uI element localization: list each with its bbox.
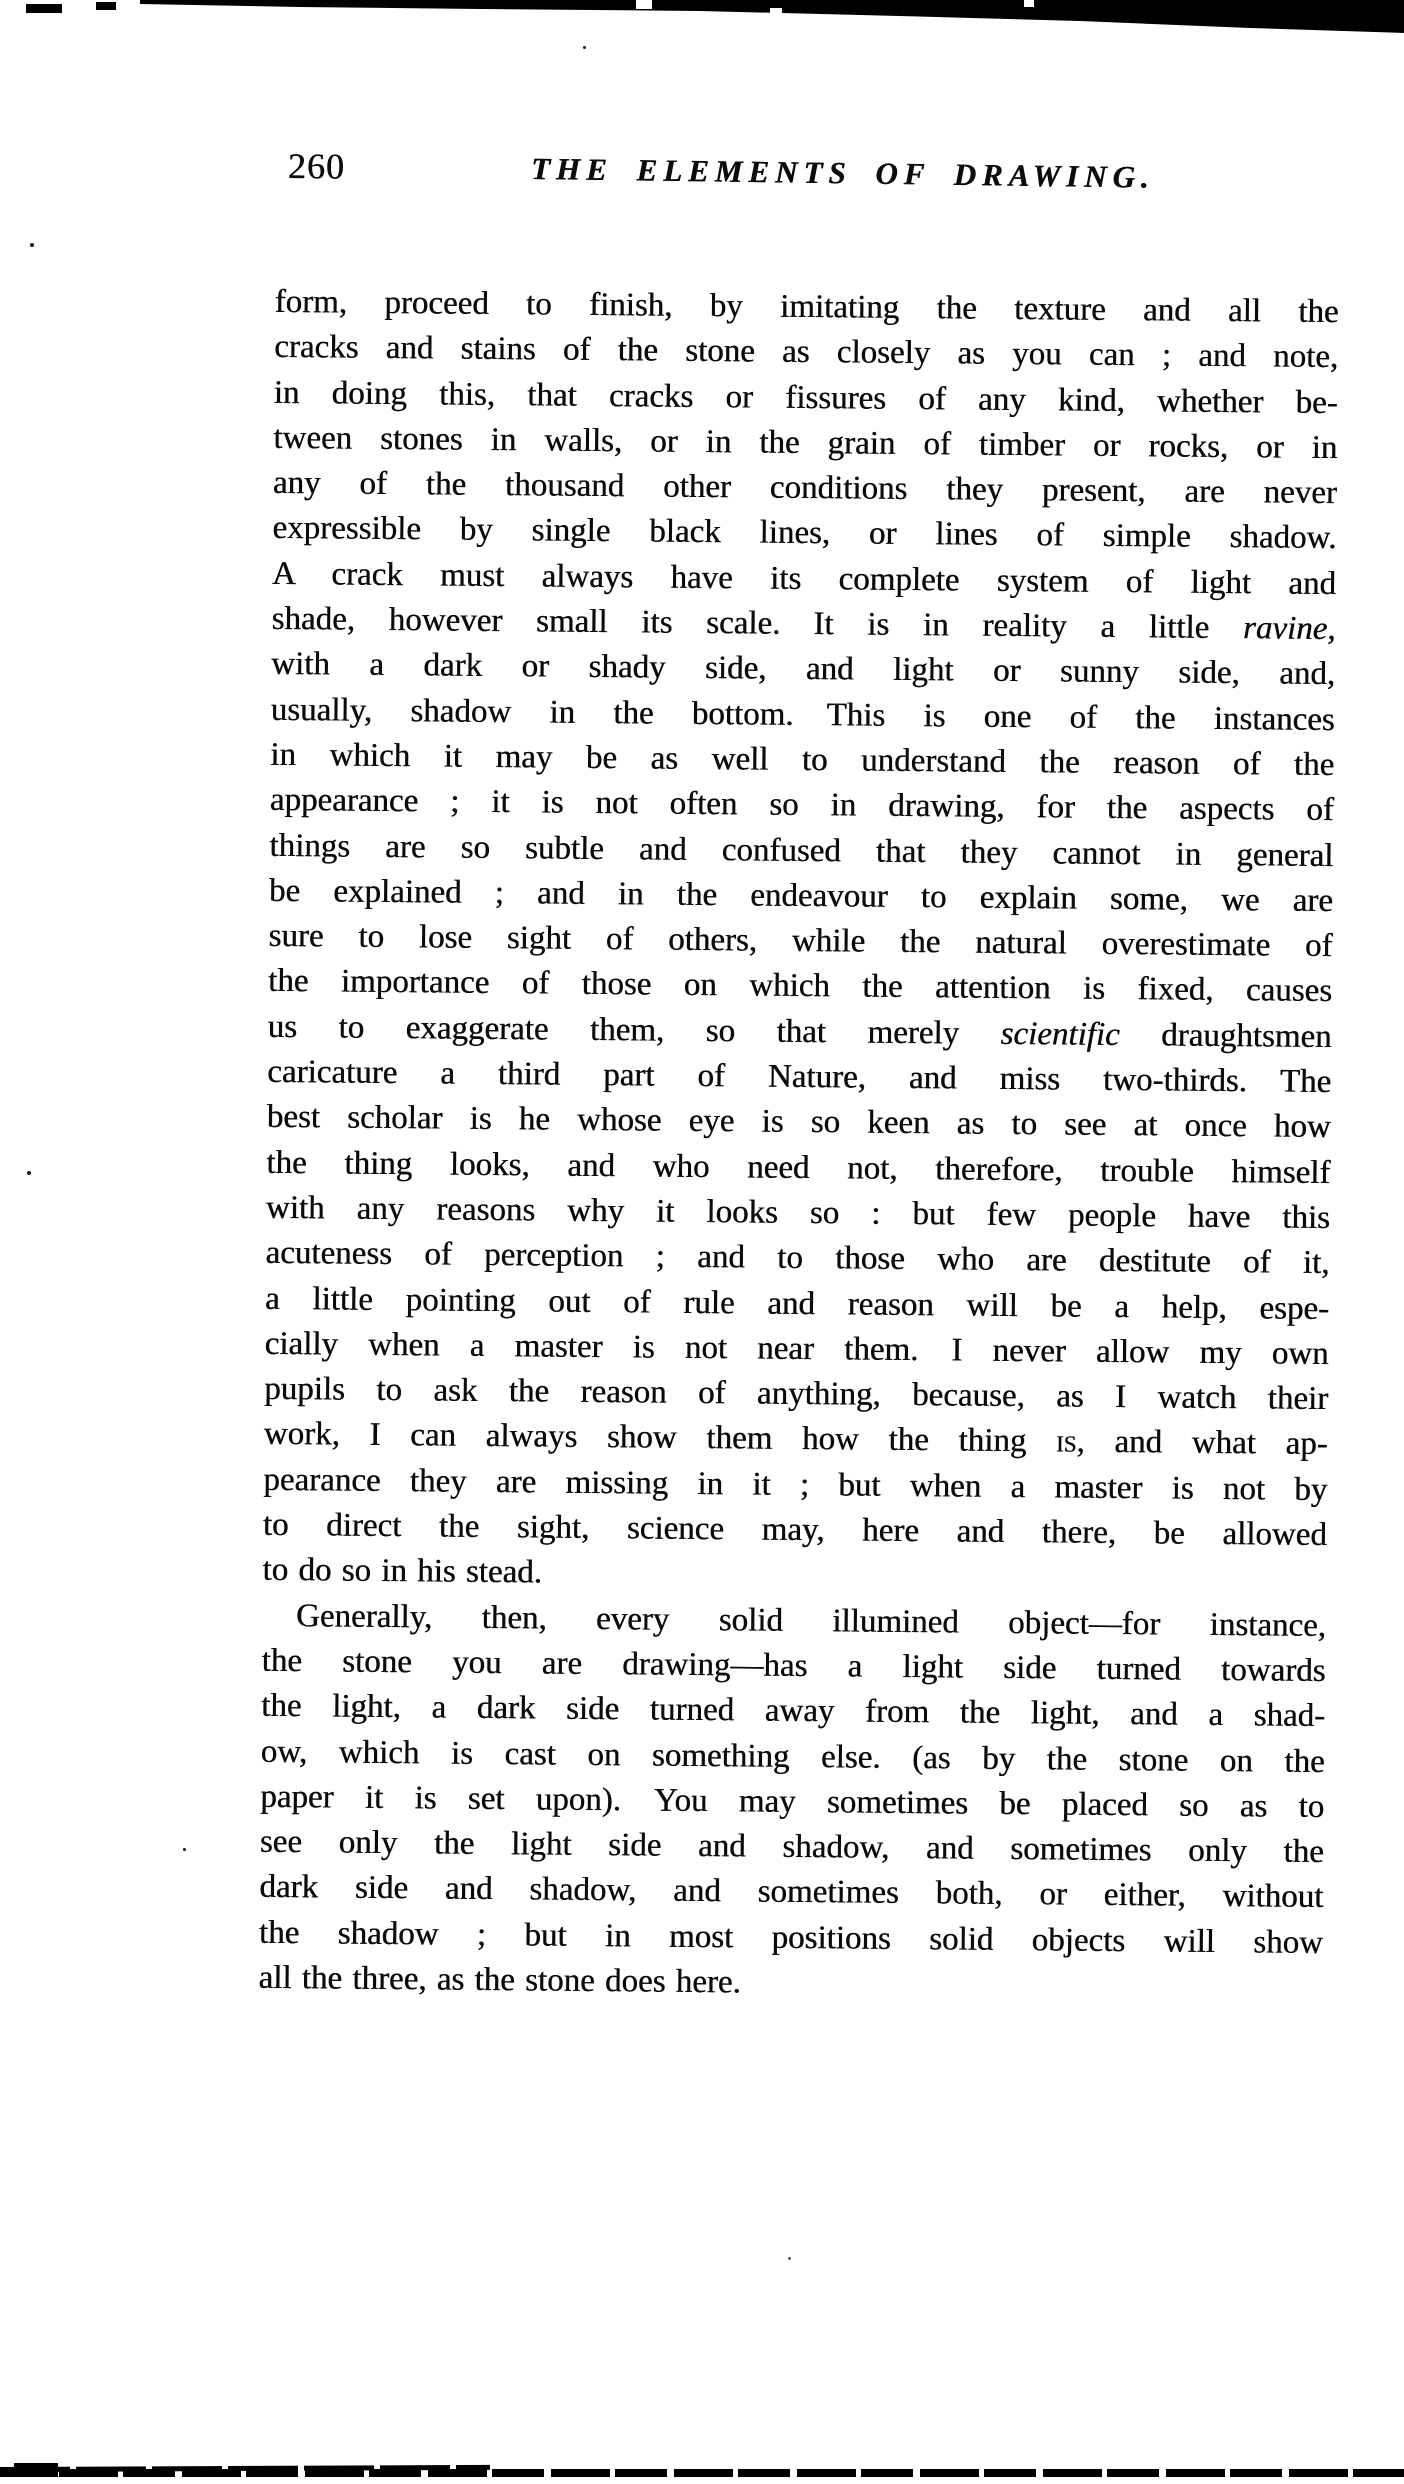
scan-artifact-bottom-edge xyxy=(0,2457,1404,2477)
text-line: the shadow ; but in most positions solid objects will show xyxy=(258,1914,1324,1961)
text-line: be explained ; and in the endeavour to explain some, we are xyxy=(268,872,1334,919)
ink-speck xyxy=(583,46,586,49)
ink-speck xyxy=(27,1171,31,1175)
text-line: with any reasons why it looks so : but few people have this xyxy=(265,1189,1331,1236)
text-line: dark side and shadow, and sometimes both, or either, without xyxy=(259,1869,1324,1916)
text-line: ow, which is cast on something else. (as by the stone on the xyxy=(260,1733,1325,1780)
bottom-left-ink-blob xyxy=(14,2463,58,2477)
text-line: all the three, as the stone does here. xyxy=(258,1959,741,2001)
text-line: in doing this, that cracks or fissures of any kind, whether be- xyxy=(273,374,1338,421)
text-line: best scholar is he whose eye is so keen as to see at once how xyxy=(266,1099,1331,1146)
scan-artifact-top-edge xyxy=(0,0,1404,40)
body-text xyxy=(258,280,1338,2011)
ink-speck xyxy=(30,243,34,247)
text-line: caricature a third part of Nature, and miss two-thirds. The xyxy=(267,1053,1332,1101)
text-line: Generally, then, every solid illumined object—for instance, xyxy=(295,1597,1327,1644)
text-line: sure to lose sight of others, while the natural overestimate of xyxy=(268,917,1333,965)
text-line: to do so in his stead. xyxy=(262,1552,543,1591)
text-line: A crack must always have its complete system of light and xyxy=(271,555,1337,602)
text-line: to direct the sight, science may, here and there, be allowed xyxy=(262,1506,1327,1554)
text-line: cracks and stains of the stone as closely as you can ; and note, xyxy=(273,329,1339,376)
text-line: paper it is set upon). You may sometimes be placed so as to xyxy=(260,1778,1325,1825)
text-line: shade, however small its scale. It is in reality a little ravine, xyxy=(271,600,1336,648)
text-line: with a dark or shady side, and light or sunny side, and, xyxy=(270,646,1336,693)
ink-speck xyxy=(183,1848,186,1851)
text-line: appearance ; it is not often so in drawing, for the aspects of xyxy=(269,782,1334,829)
text-line: in which it may be as well to understand the reason of the xyxy=(270,736,1335,784)
ink-speck xyxy=(788,2257,791,2260)
running-head xyxy=(276,144,1340,204)
text-line: things are so subtle and confused that they cannot in general xyxy=(269,827,1334,874)
text-line: us to exaggerate them, so that merely scientific draughtsmen xyxy=(267,1008,1332,1055)
text-line: form, proceed to finish, by imitating the texture and all the xyxy=(274,283,1339,331)
text-line: acuteness of perception ; and to those who are destitute of it, xyxy=(265,1235,1330,1282)
text-line: cially when a master is not near them. I never allow my own xyxy=(264,1325,1329,1372)
text-line: expressible by single black lines, or lines of simple shadow. xyxy=(272,510,1337,557)
text-line: see only the light side and shadow, and sometimes only the xyxy=(259,1823,1324,1871)
text-line: the stone you are drawing—has a light side turned towards xyxy=(261,1642,1326,1689)
text-line: work, I can always show them how the thing is, and what ap- xyxy=(263,1416,1328,1463)
text-line: pearance they are missing in it ; but when a master is not by xyxy=(263,1461,1328,1508)
text-line: usually, shadow in the bottom. This is one of the instances xyxy=(270,691,1335,738)
text-line: the importance of those on which the attention is fixed, causes xyxy=(267,963,1333,1010)
text-line: tween stones in walls, or in the grain of timber or rocks, or in xyxy=(273,419,1338,466)
text-line: a little pointing out of rule and reason will be a help, espe- xyxy=(264,1280,1330,1327)
running-title: THE ELEMENTS OF DRAWING. xyxy=(530,150,1155,195)
text-line: the light, a dark side turned away from the light, and a shad- xyxy=(260,1688,1326,1735)
text-line: any of the thousand other conditions they present, are never xyxy=(272,465,1337,512)
text-line: the thing looks, and who need not, therefore, trouble himself xyxy=(266,1144,1331,1191)
page-number: 260 xyxy=(287,145,346,187)
text-line: pupils to ask the reason of anything, because, as I watch their xyxy=(263,1370,1329,1418)
